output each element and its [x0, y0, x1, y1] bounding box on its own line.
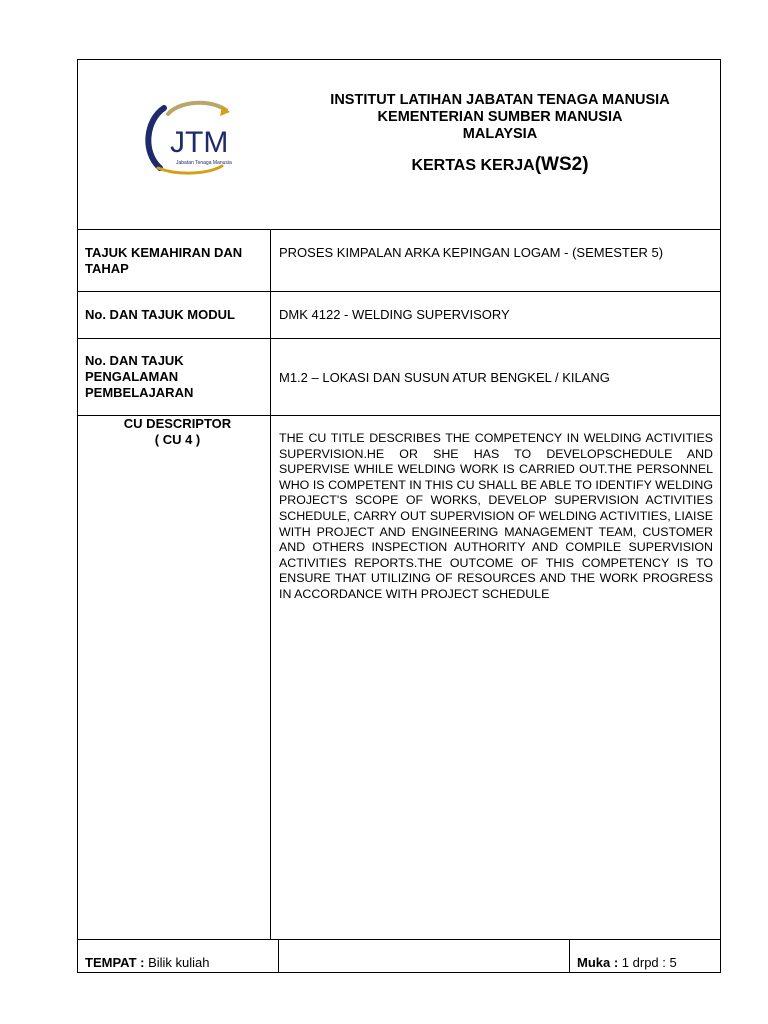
cu-number-label: ( CU 4 )	[154, 432, 201, 447]
page-field	[577, 955, 677, 971]
institute-name: INSTITUT LATIHAN JABATAN TENAGA MANUSIA	[330, 92, 670, 108]
module-label: No. DAN TAJUK MODUL	[85, 307, 235, 322]
ministry-name: KEMENTERIAN SUMBER MANUSIA	[377, 109, 623, 125]
jtm-logo	[138, 96, 242, 178]
page-label: Muka :	[577, 955, 619, 970]
module-value: DMK 4122 - WELDING SUPERVISORY	[279, 307, 510, 322]
logo-text: JTM	[170, 126, 229, 159]
place-field	[85, 955, 210, 971]
title-suffix: (WS2)	[534, 154, 589, 175]
cu-description: THE CU TITLE DESCRIBES THE COMPETENCY IN WELDING ACTIVITIES SUPERVISION.HE OR SHE HAS TO DEVELOPSCHEDULE AND SUPERVISE WHILE WELDING WORK IS CARRIED OUT.THE PERSONNEL WHO IS COMPETENT IN THIS CU SHALL BE ABLE TO IDENTIFY WELDING PROJECT'S SCOPE OF WORKS, DEVELOP SUPERVISION ACTIVITIES SCHEDULE, CARRY OUT SUPERVISION OF WELDING ACTIVITIES, LIAISE WITH PROJECT AND ENGINEERING MANAGEMENT TEAM, CUSTOMER AND OTHERS INSPECTION AUTHORITY AND COMPILE SUPERVISION ACTIVITIES REPORTS.THE OUTCOME OF THIS COMPETENCY IS TO ENSURE THAT UTILIZING OF RESOURCES AND THE WORK PROGRESS IN ACCORDANCE WITH PROJECT SCHEDULE	[279, 431, 713, 601]
skill-value: PROSES KIMPALAN ARKA KEPINGAN LOGAM - (SEMESTER 5)	[279, 245, 664, 260]
divider-module	[77, 338, 721, 339]
logo-subtext: Jabatan Tenaga Manusia	[176, 160, 232, 166]
page-value: 1 drpd : 5	[621, 955, 677, 970]
divider-header	[77, 229, 721, 230]
footer-divider-1	[278, 939, 279, 973]
place-label: TEMPAT :	[85, 955, 145, 970]
experience-label-2: PENGALAMAN	[85, 369, 179, 384]
experience-label-3: PEMBELAJARAN	[85, 385, 194, 400]
cu-descriptor-label: CU DESCRIPTOR	[123, 416, 232, 431]
country-name: MALAYSIA	[462, 126, 538, 142]
footer-divider-2	[569, 939, 570, 973]
divider-skill	[77, 291, 721, 292]
column-divider	[270, 229, 271, 940]
document-title	[270, 154, 730, 176]
title-prefix: KERTAS KERJA	[411, 157, 535, 174]
experience-value: M1.2 – LOKASI DAN SUSUN ATUR BENGKEL / KILANG	[279, 370, 610, 385]
skill-label: TAJUK KEMAHIRAN DAN TAHAP	[85, 245, 243, 276]
experience-label-1: No. DAN TAJUK	[85, 353, 184, 368]
place-value: Bilik kuliah	[148, 955, 210, 970]
